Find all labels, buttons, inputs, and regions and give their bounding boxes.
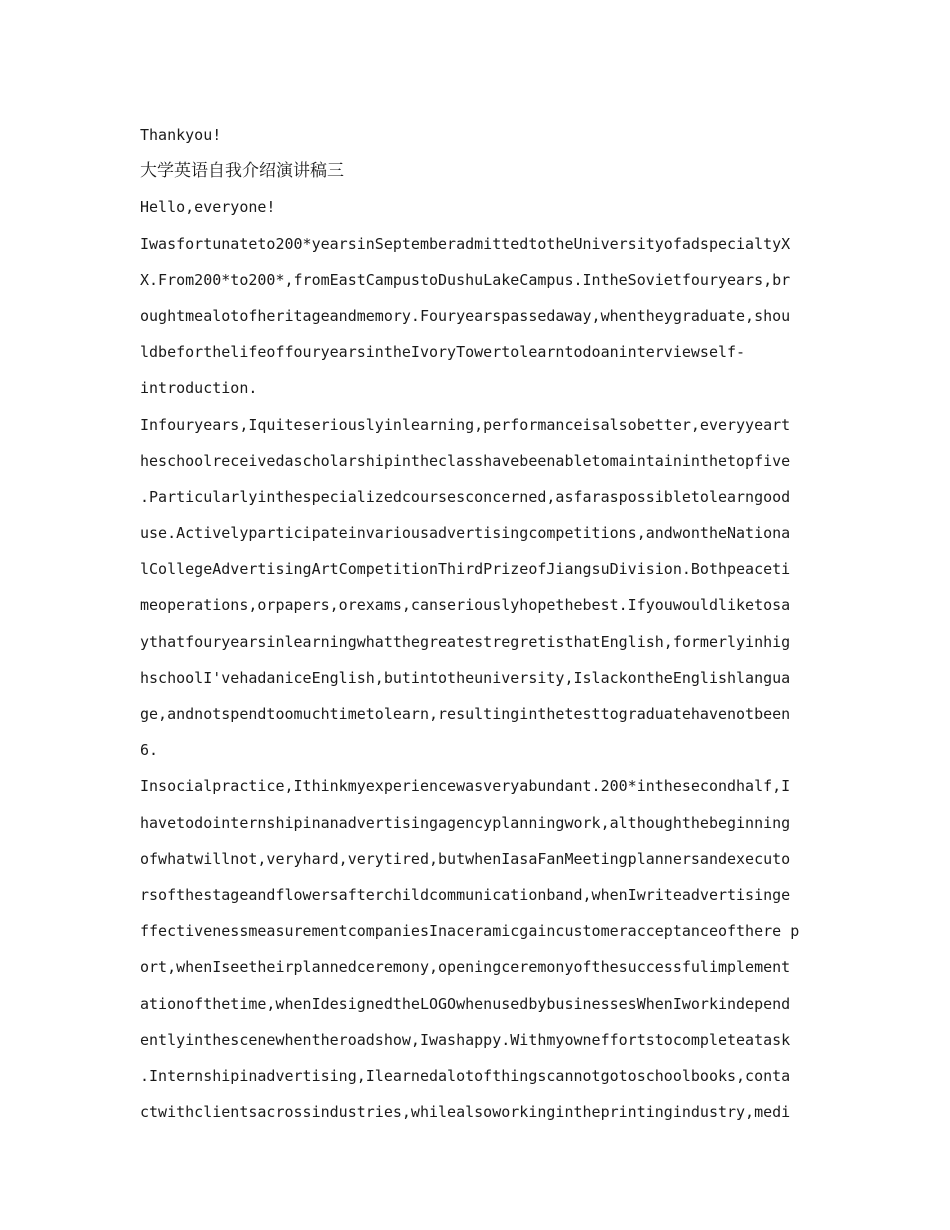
- text-line: Thankyou!: [140, 126, 222, 144]
- text-line: Infouryears,Iquiteseriouslyinlearning,performanceisalsobetter,everyyeart: [140, 415, 791, 434]
- text-line: use.Activelyparticipateinvariousadvertisingcompetitions,andwontheNationa: [140, 524, 791, 543]
- text-line: entlyinthescenewhentheroadshow,Iwashappy.Withmyowneffortstocompleteatask: [140, 1030, 791, 1049]
- text-line: meoperations,orpapers,orexams,canseriouslyhopethebest.Ifyouwouldliketosa: [140, 596, 791, 615]
- text-line: oughtmealotofheritageandmemory.Fouryearspassedaway,whentheygraduate,shou: [140, 306, 791, 325]
- text-line: Insocialpractice,Ithinkmyexperiencewasveryabundant.200*inthesecondhalf,I: [140, 777, 791, 796]
- text-line: ort,whenIseetheirplannedceremony,openingceremonyofthesuccessfulimplement: [140, 958, 791, 977]
- text-line: introduction.: [140, 379, 258, 398]
- text-line: Hello,everyone!: [140, 198, 276, 217]
- text-line: lCollegeAdvertisingArtCompetitionThirdPrizeofJiangsuDivision.Bothpeaceti: [140, 560, 791, 579]
- text-line: ythatfouryearsinlearningwhatthegreatestregretisthatEnglish,formerlyinhig: [140, 632, 791, 651]
- document-body: [140, 117, 815, 1130]
- text-line: hschoolI'vehadaniceEnglish,butintotheuniversity,IslackontheEnglishlangua: [140, 668, 791, 687]
- text-line: heschoolreceivedascholarshipintheclasshavebeenabletomaintaininthetopfive: [140, 451, 791, 470]
- text-line: ationofthetime,whenIdesignedtheLOGOwhenusedbybusinessesWhenIworkindepend: [140, 994, 791, 1013]
- text-line: ldbeforthelifeoffouryearsintheIvoryTowertolearntodoaninterviewself-: [140, 343, 746, 362]
- text-line: .Particularlyinthespecializedcoursesconcerned,asfaraspossibletolearngood: [140, 487, 791, 506]
- text-line: Iwasfortunateto200*yearsinSeptemberadmittedtotheUniversityofadspecialtyX: [140, 234, 791, 253]
- text-line: ffectivenessmeasurementcompaniesInaceramicgaincustomeracceptanceofthere p: [140, 922, 800, 941]
- text-line: X.From200*to200*,fromEastCampustoDushuLakeCampus.IntheSovietfouryears,br: [140, 270, 791, 289]
- text-line: havetodointernshipinanadvertisingagencyplanningwork,althoughthebeginning: [140, 813, 791, 832]
- text-line: ofwhatwillnot,veryhard,verytired,butwhenIasaFanMeetingplannersandexecuto: [140, 849, 791, 868]
- text-line: ge,andnotspendtoomuchtimetolearn,resultinginthetesttograduatehavenotbeen: [140, 705, 791, 723]
- text-line: ctwithclientsacrossindustries,whilealsoworkingintheprintingindustry,medi: [140, 1103, 791, 1122]
- text-line: .Internshipinadvertising,Ilearnedalotofthingscannotgotoschoolbooks,conta: [140, 1066, 791, 1085]
- text-line: 6.: [140, 741, 159, 760]
- section-heading: 大学英语自我介绍演讲稿三: [140, 161, 344, 182]
- text-line: rsofthestageandflowersafterchildcommunicationband,whenIwriteadvertisinge: [140, 885, 791, 904]
